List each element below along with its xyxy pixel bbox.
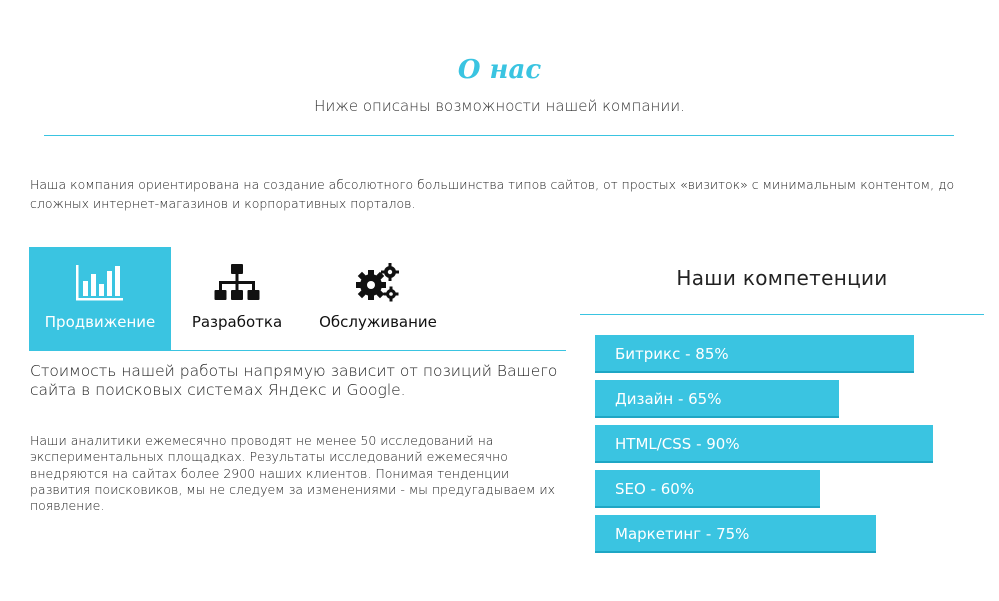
tab-maintenance-label: Обслуживание xyxy=(319,313,437,331)
tab-maintenance[interactable] xyxy=(303,247,453,350)
competence-bar-marketing: Маркетинг - 75% xyxy=(595,515,876,553)
competences-title: Наши компетенции xyxy=(676,266,888,290)
bar-chart-icon xyxy=(75,259,125,307)
competence-bar-html-css: HTML/CSS - 90% xyxy=(595,425,933,463)
competence-bar-seo: SEO - 60% xyxy=(595,470,820,508)
tab-development-label: Разработка xyxy=(191,313,283,331)
service-tabs xyxy=(29,247,453,350)
page-subtitle: Ниже описаны возможности нашей компании. xyxy=(314,97,685,115)
tabs-divider xyxy=(29,350,566,351)
tab-lead-text: Стоимость нашей работы напрямую зависит от позиций Вашего сайта в поисковых системах Яндекс и Google. xyxy=(30,362,558,399)
tab-promotion-label: Продвижение xyxy=(44,313,156,331)
intro-text: Наша компания ориентирована на создание абсолютного большинства типов сайтов, от простых «визиток» с минимальным контентом, до сложных интернет-магазинов и корпоративных порталов. xyxy=(30,177,955,211)
competence-bar-design: Дизайн - 65% xyxy=(595,380,839,418)
tab-promotion[interactable] xyxy=(29,247,171,350)
gears-icon xyxy=(354,259,402,307)
tab-body-text: Наши аналитики ежемесячно проводят не менее 50 исследований на экспериментальных площадках. Результаты исследований ежемесячно внедряются на сайтах более 2900 наших клиентов. Понимая тенденции развития поисковиков, мы не следуем за изменениями - мы предугадываем их появление. xyxy=(30,433,556,514)
competence-bars xyxy=(595,335,985,560)
competences-divider xyxy=(580,314,984,315)
tab-development[interactable] xyxy=(171,247,303,350)
competence-bar-bitrix: Битрикс - 85% xyxy=(595,335,914,373)
sitemap-icon xyxy=(214,259,260,307)
header-divider xyxy=(44,135,954,136)
page-title: О нас xyxy=(457,55,542,85)
